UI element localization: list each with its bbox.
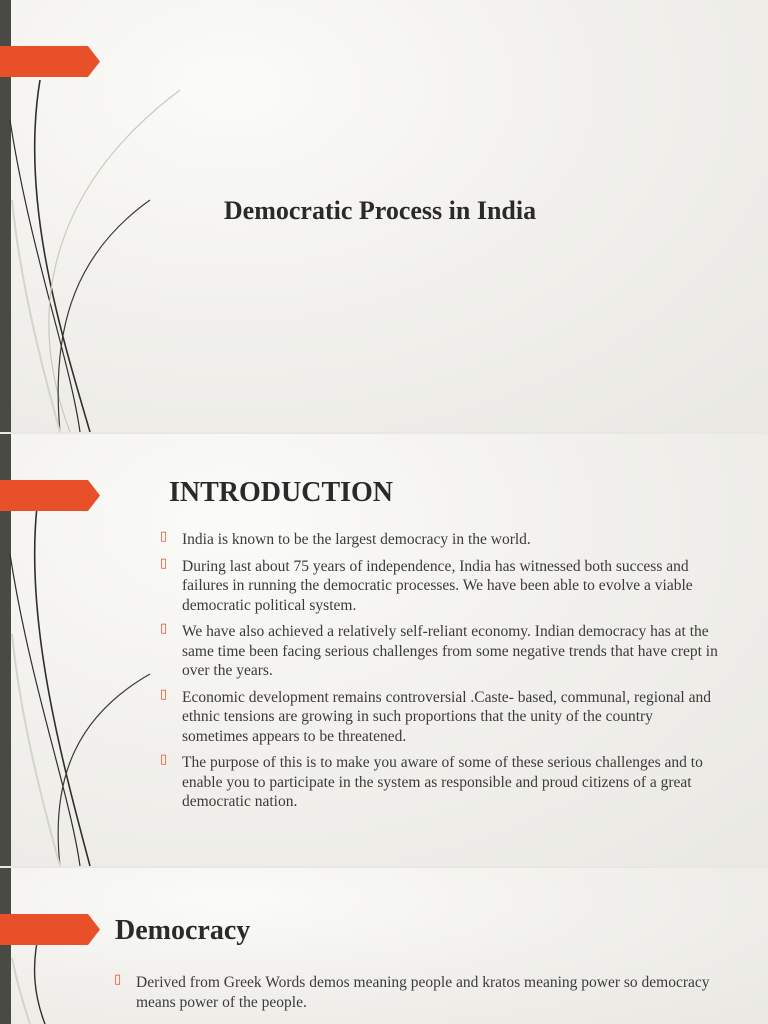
list-item xyxy=(160,557,720,616)
bullet-marker-icon: ▯ xyxy=(160,686,168,702)
list-item xyxy=(160,688,720,747)
arrow-tab-icon xyxy=(0,46,100,77)
bullet-text: India is known to be the largest democracy in the world. xyxy=(182,531,531,548)
arrow-tab-icon xyxy=(0,914,100,945)
bullet-text: During last about 75 years of independence, India has witnessed both success and failures in running the democratic processes. We have been able to evolve a viable democratic political system. xyxy=(182,557,693,614)
slide-2-title: INTRODUCTION xyxy=(169,477,394,508)
list-item xyxy=(114,973,714,1012)
bullet-marker-icon: ▯ xyxy=(160,621,168,636)
bullet-text: The purpose of this is to make you aware of some of these serious challenges and to enable you to participate in the system as responsible and proud citizens of a great democratic nation. xyxy=(182,754,703,810)
list-item xyxy=(160,753,720,812)
slide-2-bullet-list xyxy=(160,530,720,819)
arrow-tab-icon xyxy=(0,480,100,511)
bullet-text: Derived from Greek Words demos meaning people and kratos meaning power so democracy means power of the people. xyxy=(136,974,710,1011)
bullet-marker-icon: ▯ xyxy=(160,752,168,767)
slide-1-title: Democratic Process in India xyxy=(223,196,537,225)
bullet-marker-icon: ▯ xyxy=(160,529,168,544)
bullet-text: We have also achieved a relatively self-reliant economy. Indian democracy has at the same time been facing serious challenges from some negative trends that have crept in over the years. xyxy=(182,623,718,679)
bullet-text: Economic development remains controversial .Caste- based, communal, regional and ethnic tensions are growing in such proportions that the unity of the country sometimes appears to be threatened. xyxy=(182,688,711,745)
bullet-marker-icon: ▯ xyxy=(114,972,122,987)
slide-3-title: Democracy xyxy=(115,915,251,946)
bullet-marker-icon: ▯ xyxy=(160,555,168,571)
list-item xyxy=(160,622,720,681)
list-item xyxy=(160,530,720,550)
slide-3-bullet-list xyxy=(114,973,714,1019)
